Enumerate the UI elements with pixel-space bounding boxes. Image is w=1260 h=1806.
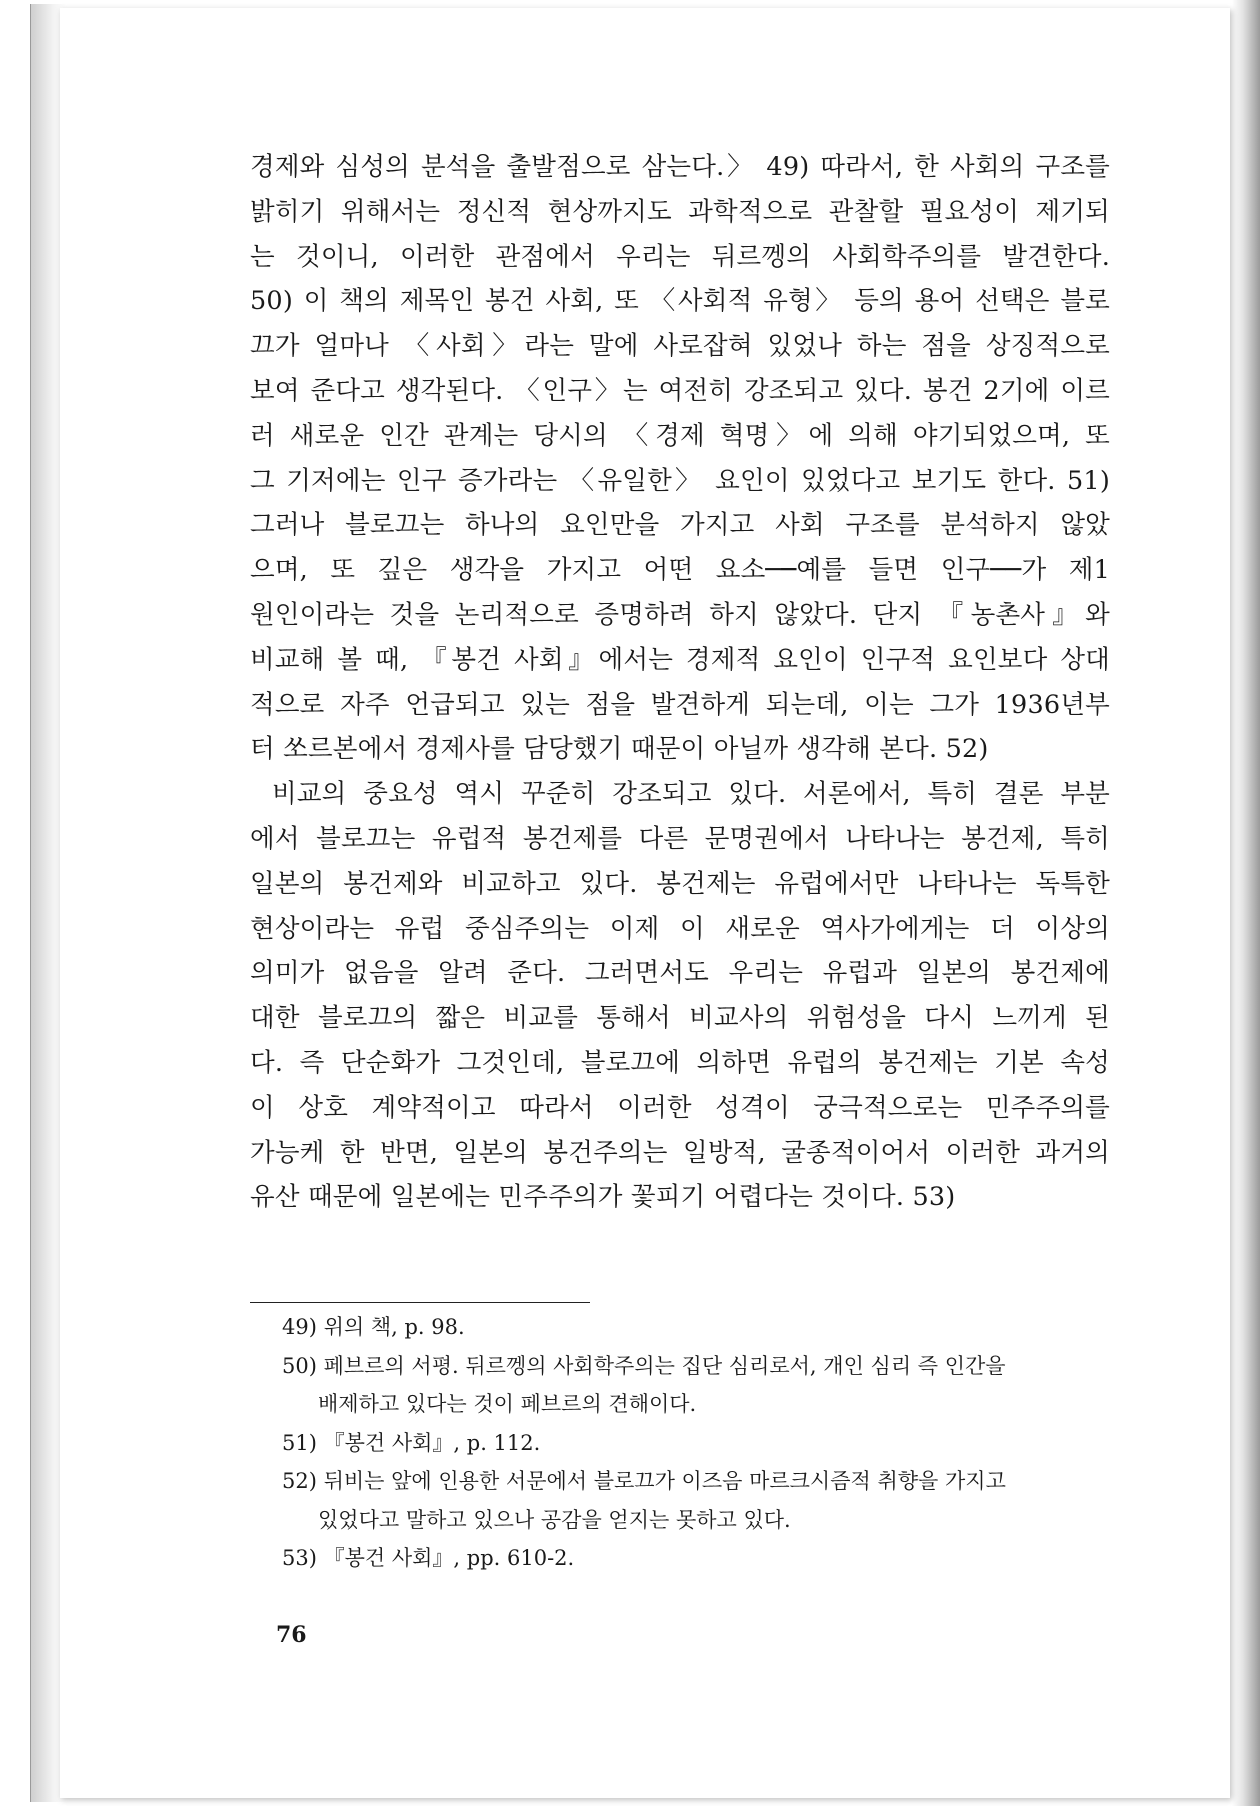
footnote-53: 53) 『봉건 사회』, pp. 610-2. [282, 1546, 575, 1570]
text-line: 그러나 블로끄는 하나의 요인만을 가지고 사회 구조를 분석하지 않았 [250, 510, 1110, 541]
text-line: 는 것이니, 이러한 관점에서 우리는 뒤르껭의 사회학주의를 발견한다. [250, 241, 1110, 272]
text-line: 밝히기 위해서는 정신적 현상까지도 과학적으로 관찰할 필요성이 제기되 [250, 196, 1110, 227]
text-line: 에서 블로끄는 유럽적 봉건제를 다른 문명권에서 나타나는 봉건제, 특히 [250, 823, 1110, 854]
text-line: 그 기저에는 인구 증가라는 〈유일한〉 요인이 있었다고 보기도 한다. 51) [250, 465, 1110, 496]
text-line: 50) 이 책의 제목인 봉건 사회, 또 〈사회적 유형〉 등의 용어 선택은 블로 [250, 286, 1110, 317]
text-line: 현상이라는 유럽 중심주의는 이제 이 새로운 역사가에게는 더 이상의 [250, 913, 1110, 944]
footnote-50-continued: 배제하고 있다는 것이 페브르의 견해이다. [318, 1392, 697, 1416]
text-line: 이 상호 계약적이고 따라서 이러한 성격이 궁극적으로는 민주주의를 [250, 1092, 1110, 1123]
footnote-49: 49) 위의 책, p. 98. [282, 1315, 465, 1339]
footnote-52-continued: 있었다고 말하고 있으나 공감을 얻지는 못하고 있다. [318, 1507, 791, 1532]
text-line: 보여 준다고 생각된다. 〈인구〉는 여전히 강조되고 있다. 봉건 2기에 이르 [250, 375, 1110, 406]
text-line: 의미가 없음을 알려 준다. 그러면서도 우리는 유럽과 일본의 봉건제에 [250, 958, 1110, 989]
footnote-52: 52) 뒤비는 앞에 인용한 서문에서 블로끄가 이즈음 마르크시즘적 취향을 가지고 [282, 1469, 1006, 1493]
footnote-divider [250, 1302, 590, 1303]
text-line: 경제와 심성의 분석을 출발점으로 삼는다.〉 49) 따라서, 한 사회의 구조를 [250, 152, 1110, 182]
text-line: 일본의 봉건제와 비교하고 있다. 봉건제는 유럽에서만 나타나는 독특한 [250, 868, 1110, 899]
body-text [250, 145, 1110, 1220]
text-line: 러 새로운 인간 관계는 당시의 〈경제 혁명〉에 의해 야기되었으며, 또 [250, 420, 1110, 451]
text-line: 원인이라는 것을 논리적으로 증명하려 하지 않았다. 단지 『농촌사』와 [250, 599, 1110, 630]
footnotes [282, 1308, 1110, 1578]
text-line: 비교의 중요성 역시 꾸준히 강조되고 있다. 서론에서, 특히 결론 부분 [272, 779, 1110, 810]
text-line: 다. 즉 단순화가 그것인데, 블로끄에 의하면 유럽의 봉건제는 기본 속성 [250, 1047, 1110, 1078]
text-line: 가능케 한 반면, 일본의 봉건주의는 일방적, 굴종적이어서 이러한 과거의 [250, 1137, 1110, 1168]
text-line: 으며, 또 깊은 생각을 가지고 어떤 요소──예를 들면 인구──가 제1 [250, 555, 1110, 586]
text-line: 비교해 볼 때, 『봉건 사회』에서는 경제적 요인이 인구적 요인보다 상대 [250, 644, 1110, 675]
footnote-51: 51) 『봉건 사회』, p. 112. [282, 1430, 541, 1455]
text-line: 끄가 얼마나 〈사회〉라는 말에 사로잡혀 있었나 하는 점을 상징적으로 [250, 331, 1110, 362]
footnote-50: 50) 페브르의 서평. 뒤르껭의 사회학주의는 집단 심리로서, 개인 심리 즉 인간을 [282, 1353, 1006, 1378]
text-line: 대한 블로끄의 짧은 비교를 통해서 비교사의 위험성을 다시 느끼게 된 [250, 1003, 1110, 1034]
text-line: 터 쏘르본에서 경제사를 담당했기 때문이 아닐까 생각해 본다. 52) [250, 734, 989, 765]
page-number: 76 [276, 1622, 307, 1648]
text-line: 유산 때문에 일본에는 민주주의가 꽃피기 어렵다는 것이다. 53) [250, 1182, 956, 1213]
page-stack-edge-right [1232, 0, 1260, 1806]
text-line: 적으로 자주 언급되고 있는 점을 발견하게 되는데, 이는 그가 1936년부 [250, 689, 1110, 720]
